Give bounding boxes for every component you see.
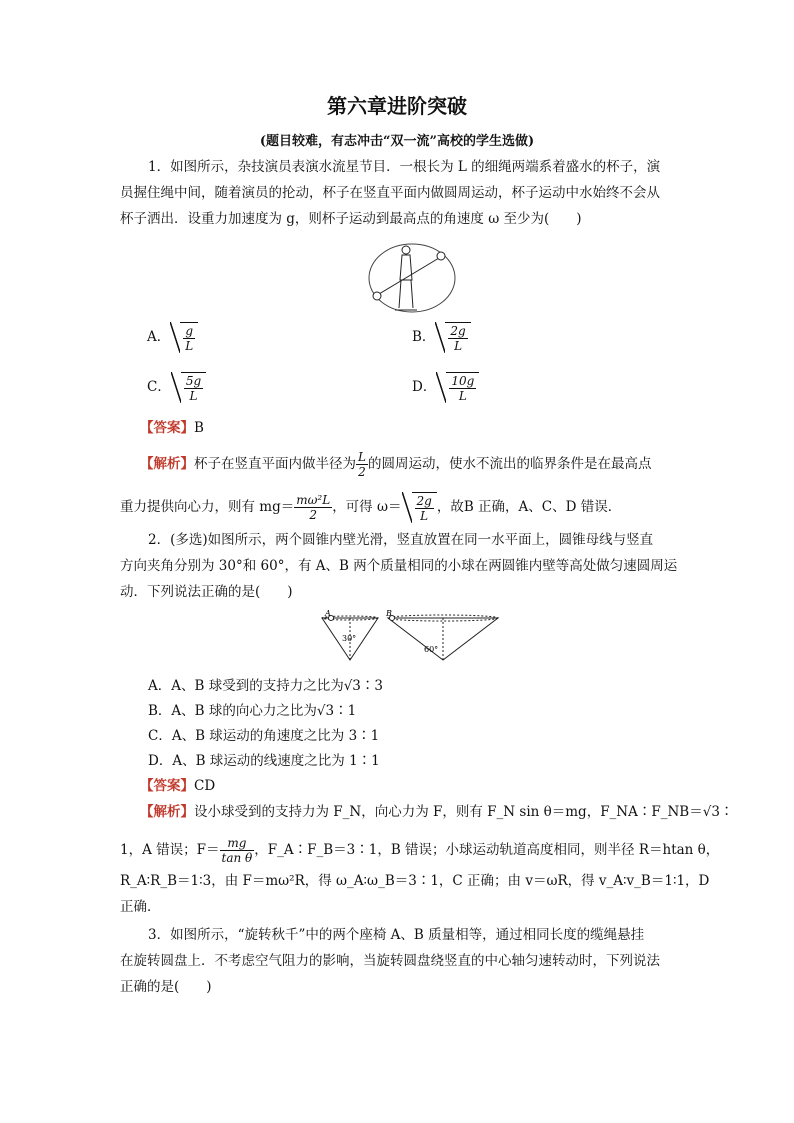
q1-analysis-line-1: 【解析】杯子在竖直平面内做半径为 $\frac{L}{2}$ 的圆周运动，使水不流出的临界条件是在最高点: [140, 450, 652, 479]
q2-option-d[interactable]: D．A、B 球运动的线速度之比为 1∶1: [148, 753, 380, 769]
q2-answer: [140, 776, 215, 796]
q1-option-d-radical: $\frac{10g}{L}$: [436, 372, 479, 403]
q2-line-1: 2．(多选)如图所示，两个圆锥内壁光滑，竖直放置在同一水平面上，圆锥母线与竖直: [148, 532, 654, 548]
q2-line-2: 方向夹角分别为 30°和 60°，有 A、B 两个质量相同的小球在两圆锥内壁等高处做匀速圆周运: [120, 558, 678, 574]
cones-figure: [320, 608, 500, 668]
q1-line-3: 杯子洒出．设重力加速度为 g，则杯子运动到最高点的角速度 ω 至少为( ): [120, 211, 582, 227]
q3-line-1: 3．如图所示，“旋转秋千”中的两个座椅 A、B 质量相等，通过相同长度的缆绳悬挂: [148, 927, 645, 943]
q1-answer: [140, 418, 204, 438]
analysis-tag: 【解析】: [140, 456, 194, 472]
q1-option-d-label: D．: [412, 379, 437, 395]
q2-option-b[interactable]: B．A、B 球的向心力之比为√3∶1: [148, 703, 357, 719]
q2-option-a[interactable]: A．A、B 球受到的支持力之比为√3∶3: [148, 678, 383, 694]
q2-analysis-line-4: 正确．: [120, 899, 161, 915]
q1-option-c[interactable]: [147, 372, 206, 403]
q1-option-a-label: A．: [147, 329, 171, 345]
answer-value: CD: [194, 778, 216, 794]
q2-option-c[interactable]: C．A、B 球运动的角速度之比为 3∶1: [148, 728, 380, 744]
q1-option-a[interactable]: [147, 322, 198, 353]
fraction-mg-over-tan: $\frac{mg}{\text{tan θ}}$: [221, 836, 253, 865]
q1-option-b-label: B．: [412, 329, 436, 345]
fraction-centripetal: $\frac{\text{mω²L}}{2}$: [296, 493, 331, 522]
label-b: B: [386, 609, 392, 618]
angle-30: 30°: [342, 634, 357, 643]
q2-analysis-line-1: 【解析】设小球受到的支持力为 F_N，向心力为 F，则有 F_N sin θ＝mg，F_NA∶F_NB＝√3∶: [140, 804, 734, 820]
q2-analysis-line-2: 1，A 错误；F＝ $\frac{mg}{\text{tan θ}}$ ，F_A∶F_B＝3∶1，B 错误；小球运动轨道高度相同，则半径 R＝htan θ，: [120, 836, 720, 865]
q3-line-2: 在旋转圆盘上．不考虑空气阻力的影响，当旋转圆盘绕竖直的中心轴匀速转动时，下列说法: [120, 953, 660, 969]
label-a: A: [325, 609, 331, 618]
fraction-l-over-2: $\frac{L}{2}$: [358, 450, 366, 479]
answer-value: B: [194, 420, 204, 436]
q1-analysis-line-2: 重力提供向心力，则有 mg＝ $\frac{\text{mω²L}}{2}$ ，可得 ω＝ $\frac{2g}{L}$ ，故B 正确，A、C、D 错误．: [120, 493, 622, 523]
q1-line-1: 1．如图所示，杂技演员表演水流星节目．一根长为 L 的细绳两端系着盛水的杯子，演: [148, 159, 661, 175]
q1-option-a-radical: $\frac{g}{L}$: [170, 322, 198, 353]
answer-tag: 【答案】: [140, 778, 194, 794]
analysis-tag: 【解析】: [140, 804, 194, 820]
q1-option-c-radical: $\frac{5g}{L}$: [171, 372, 206, 403]
answer-tag: 【答案】: [140, 420, 194, 436]
page-subtitle: (题目较难，有志冲击“双一流”高校的学生选做): [259, 134, 535, 149]
water-meteor-figure: [365, 238, 460, 320]
angle-60: 60°: [424, 645, 439, 654]
radical-2g-over-l: $\frac{2g}{L}$: [402, 492, 437, 523]
q1-option-c-label: C．: [147, 379, 171, 395]
page-title: 第六章进阶突破: [327, 94, 467, 118]
q1-line-2: 员握住绳中间，随着演员的抡动，杯子在竖直平面内做圆周运动，杯子运动中水始终不会从: [120, 185, 660, 201]
q2-analysis-line-3: R_A∶R_B＝1∶3，由 F＝mω²R，得 ω_A∶ω_B＝3∶1，C 正确；由 v＝ωR，得 v_A∶v_B＝1∶1，D: [120, 873, 710, 889]
q3-line-3: 正确的是( ): [120, 979, 212, 995]
q2-line-3: 动．下列说法正确的是( ): [120, 584, 293, 600]
q1-option-b[interactable]: [412, 322, 471, 353]
q1-option-d[interactable]: [412, 372, 479, 403]
q1-option-b-radical: $\frac{2g}{L}$: [435, 322, 470, 353]
